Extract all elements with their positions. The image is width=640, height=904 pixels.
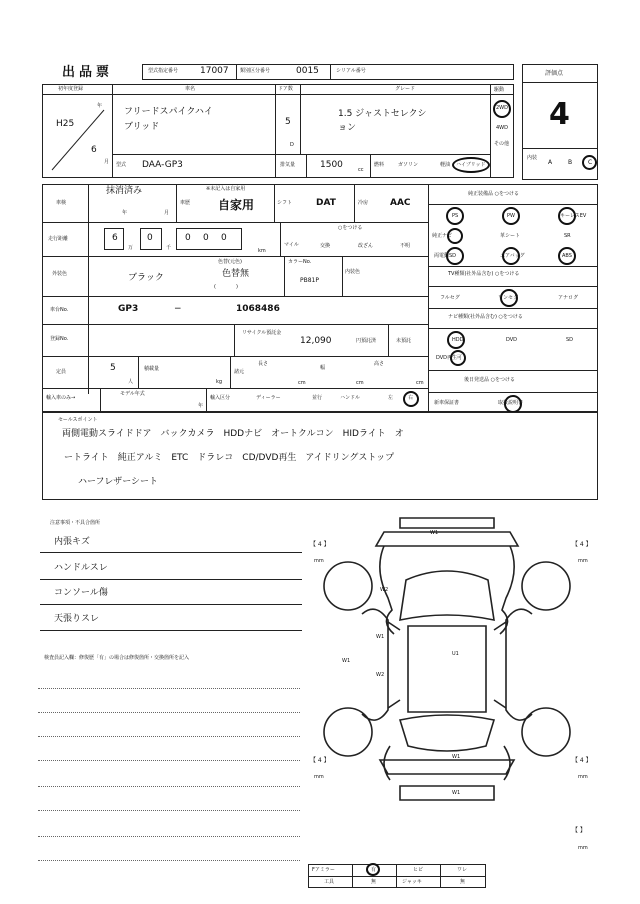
- month-suffix: 月: [104, 159, 110, 165]
- interior-c: C: [588, 159, 593, 166]
- fuel-gas: ガソリン: [398, 162, 419, 168]
- ext-color-label: 外装色: [52, 271, 68, 277]
- shaken-value: 抹消済み: [106, 186, 143, 196]
- load-label: 積載量: [144, 366, 160, 372]
- note-item-4: 天張りスレ: [54, 614, 100, 624]
- model-year-label: モデル年式: [120, 391, 145, 397]
- mark-front: W1: [430, 530, 439, 536]
- mileage-digit-5: 0: [221, 233, 227, 243]
- shift-value: DAT: [316, 198, 336, 208]
- chassis-no: 1068486: [236, 304, 280, 314]
- chassis-model: GP3: [118, 304, 139, 314]
- reg-no-label: 登録No.: [50, 336, 69, 342]
- load-unit: kg: [216, 379, 223, 385]
- navi-dvd-play: DVD再生可: [436, 355, 463, 361]
- tread-spare: 【 】: [572, 827, 586, 834]
- fuel-diesel: 軽油: [440, 162, 451, 168]
- first-reg-label: 初年度登録: [58, 86, 84, 92]
- sales-point-line3: ハーフレザーシート: [78, 477, 159, 487]
- inspector-label: 検査員記入欄：修復歴「有」の場合は修復箇所・交換箇所を記入: [44, 655, 190, 661]
- equip-sd-circle: [446, 247, 464, 265]
- tread-rr: 【 4 】: [572, 757, 592, 764]
- kata-label: 型式指定番号: [148, 68, 179, 74]
- equip-airbag-circle: [502, 247, 520, 265]
- model-year-suffix: 年: [198, 403, 204, 409]
- tread-fr-mm: mm: [578, 558, 588, 564]
- mileage-digit-4: 0: [203, 233, 209, 243]
- len-label: 長さ: [258, 361, 269, 367]
- check-tool-label: 工具: [324, 879, 335, 885]
- shaken-month: 月: [164, 210, 170, 216]
- equip-pw-circle: [502, 207, 520, 225]
- after-manual-circle: [504, 395, 522, 413]
- import-kubun-label: 輸入区分: [210, 395, 231, 401]
- check-tool-value: 無: [371, 879, 377, 885]
- navi-sd: SD: [566, 337, 574, 343]
- equip-ps: PS: [452, 213, 459, 219]
- shaken-label: 車検: [56, 200, 67, 206]
- handle-label: ハンドル: [340, 395, 361, 401]
- navi-hdd-circle: [447, 331, 465, 349]
- fuel-hybrid-circle: [452, 157, 490, 173]
- chassis-dash: −: [174, 304, 182, 314]
- interior-c-circle: [582, 155, 597, 170]
- check-mirror-circle: [366, 863, 380, 876]
- usage-note: ※未記入は自家用: [206, 186, 246, 192]
- doors-label: ドア数: [278, 86, 293, 92]
- shaken-year: 年: [122, 210, 128, 216]
- mileage-sen: 千: [166, 245, 172, 251]
- handle-left: 左: [388, 395, 394, 401]
- mileage-km: km: [258, 248, 266, 254]
- note-item-2: ハンドルスレ: [54, 563, 108, 573]
- equip-abs-circle: [558, 247, 576, 265]
- doors-unit: D: [290, 142, 294, 148]
- first-reg-month: 6: [91, 145, 97, 155]
- drive-label: 駆動: [494, 87, 505, 93]
- equip-sd: 両電動SD: [434, 253, 457, 259]
- wid-label: 幅: [320, 365, 326, 371]
- import-label: 輸入車のみ→: [46, 395, 76, 401]
- equip-sr: SR: [564, 233, 571, 239]
- displacement-unit: cc: [358, 167, 364, 173]
- first-reg-year: H25: [56, 119, 75, 129]
- tread-rr-mm: mm: [578, 774, 588, 780]
- drive-2wd-circle: [493, 100, 511, 118]
- tread-fl: 【 4 】: [310, 541, 330, 548]
- ac-value: AAC: [390, 198, 411, 208]
- displacement-label: 排気量: [280, 162, 296, 168]
- ruibetsu-label: 類別区分番号: [240, 68, 271, 74]
- tread-fr: 【 4 】: [572, 541, 592, 548]
- sales-point-line2: ートライト 純正アルミ ETC ドラレコ CD/DVD再生 アイドリングストップ: [64, 453, 395, 463]
- mark-left-front: W2: [380, 587, 389, 593]
- mile-circle-note: ○をつける: [338, 225, 363, 231]
- tread-spare-mm: mm: [578, 845, 588, 851]
- dim-label: 諸元: [234, 369, 245, 375]
- displacement-value: 1500: [320, 160, 343, 170]
- doors-value: 5: [285, 117, 291, 127]
- car-name-line1: フリードスパイクハイ: [124, 107, 213, 117]
- tv-fullseg: フルセグ: [440, 295, 460, 301]
- equip-airbag: エアバッグ: [500, 253, 525, 259]
- drive-4wd: 4WD: [496, 125, 508, 131]
- equip-keyless: キーレスEV: [560, 213, 587, 219]
- grade-line2: ョン: [338, 123, 357, 133]
- after-title: 後日発送品 ○をつける: [464, 377, 515, 383]
- mark-rear-top: W1: [452, 754, 461, 760]
- grade-line1: 1.5 ジャストセレクシ: [338, 109, 427, 119]
- usage-value: 自家用: [218, 198, 255, 212]
- color-no-value: PB81P: [300, 277, 319, 284]
- equip-leather: 革シート: [500, 233, 521, 239]
- model-label: 型式: [116, 162, 127, 168]
- header-number-row: [142, 64, 514, 80]
- len-cm: cm: [298, 380, 306, 386]
- dealer-option: ディーラー: [256, 395, 281, 401]
- grade-label: グレード: [395, 86, 416, 92]
- meter-modify: 改ざん: [358, 243, 374, 249]
- sales-point-line1: 両側電動スライドドア バックカメラ HDDナビ オートクルコン HIDライト オ: [62, 429, 404, 439]
- navi-title: ナビ種類(社外品含む) ○をつける: [448, 314, 523, 320]
- tread-rl-mm: mm: [314, 774, 324, 780]
- mileage-digit-2: 0: [147, 233, 153, 243]
- mileage-digit-3: 0: [185, 233, 191, 243]
- sales-point-label: セールスポイント: [58, 417, 98, 423]
- after-manual: 取扱説明書: [498, 400, 524, 406]
- mark-roof: U1: [452, 651, 459, 657]
- ruibetsu-value: 0015: [296, 66, 319, 76]
- hgt-cm: cm: [416, 380, 424, 386]
- page-title: 出品票: [62, 65, 114, 80]
- repaint-value: 色替無: [222, 269, 250, 279]
- check-mirror-label: Fアミラー: [312, 867, 335, 873]
- fuel-hybrid: ハイブリッド: [456, 162, 486, 168]
- equip-title: 純正装備品 ○をつける: [468, 191, 519, 197]
- equip-pw: PW: [507, 213, 515, 219]
- check-mirror-value: 有: [371, 867, 377, 873]
- note-item-3: コンソール傷: [54, 588, 108, 598]
- hgt-label: 高さ: [374, 361, 385, 367]
- notes-label: 注意事項・不具合箇所: [50, 520, 101, 526]
- meter-change: 交換: [320, 243, 331, 249]
- mileage-digit-1: 6: [112, 233, 118, 243]
- color-no-label: カラーNo.: [288, 259, 312, 265]
- recycle-unit: 円預託済: [356, 338, 377, 344]
- after-warranty: 新車保証書: [434, 400, 460, 406]
- mark-rear: W1: [452, 790, 461, 796]
- chassis-label: 車台No.: [50, 307, 69, 313]
- ac-label: 冷房: [358, 200, 369, 206]
- mile-label: マイル: [284, 242, 299, 248]
- car-diagram: [318, 510, 580, 810]
- tv-oneseg-circle: [500, 289, 518, 307]
- equip-ps-circle: [446, 207, 464, 225]
- year-suffix: 年: [97, 103, 103, 109]
- kata-value: 17007: [200, 66, 229, 76]
- car-name-label: 車名: [185, 86, 196, 92]
- repaint-label: 色替(元色): [218, 259, 242, 265]
- score-value: 4: [549, 97, 570, 132]
- mileage-man: 万: [128, 245, 134, 251]
- recycle-label: リサイクル預託金: [242, 330, 282, 336]
- serial-label: シリアル番号: [336, 68, 366, 74]
- drive-2wd: 2WD: [496, 105, 508, 111]
- interior-b: B: [568, 159, 573, 166]
- capacity-unit: 人: [128, 379, 134, 385]
- handle-right-circle: [403, 391, 419, 407]
- capacity-value: 5: [110, 363, 116, 373]
- check-break-label: ワレ: [457, 867, 468, 873]
- mark-left-side: W1: [342, 658, 351, 664]
- navi-dvd: DVD: [506, 337, 518, 343]
- check-jack-label: ジャッキ: [402, 879, 422, 885]
- repaint-paren: ( ): [214, 284, 238, 290]
- equip-keyless-circle: [558, 207, 576, 225]
- equip-navi: 純正ナビ: [432, 233, 453, 239]
- score-label: 評価点: [545, 70, 564, 77]
- wid-cm: cm: [356, 380, 364, 386]
- tv-oneseg: ワンセグ: [498, 295, 519, 301]
- navi-hdd: HDD: [452, 337, 464, 343]
- drive-other: その他: [494, 141, 510, 147]
- int-color-label: 内装色: [345, 269, 361, 275]
- tv-title: TV種類(社外品含む) ○をつける: [448, 271, 520, 277]
- model-value: DAA-GP3: [142, 160, 183, 170]
- usage-label: 車歴: [180, 200, 191, 206]
- recycle-value: 12,090: [300, 336, 332, 346]
- meter-unknown: 不明: [400, 243, 411, 249]
- tread-fl-mm: mm: [314, 558, 324, 564]
- fuel-label: 燃料: [374, 162, 385, 168]
- mark-left-door2: W2: [376, 672, 385, 678]
- capacity-label: 定員: [56, 369, 67, 375]
- ext-color-value: ブラック: [128, 273, 164, 283]
- first-reg-slash: [42, 94, 112, 178]
- car-name-line2: ブリッド: [124, 122, 160, 132]
- note-item-1: 内張キズ: [54, 537, 90, 547]
- check-crack-label: ヒビ: [413, 867, 424, 873]
- handle-right: 右: [408, 395, 414, 401]
- tread-rl: 【 4 】: [310, 757, 330, 764]
- parallel-option: 並行: [312, 395, 323, 401]
- shift-label: シフト: [277, 200, 293, 206]
- interior-a: A: [548, 159, 553, 166]
- tv-analog: アナログ: [558, 295, 579, 301]
- check-jack-value: 無: [460, 879, 466, 885]
- equip-navi-circle: [447, 228, 463, 244]
- navi-dvd-play-circle: [450, 350, 466, 366]
- mark-left-door1: W1: [376, 634, 385, 640]
- equip-abs: ABS: [562, 253, 572, 259]
- recycle-unpaid: 未預託: [396, 338, 412, 344]
- mileage-label: 走行距離: [48, 236, 69, 242]
- interior-label: 内装: [527, 155, 538, 161]
